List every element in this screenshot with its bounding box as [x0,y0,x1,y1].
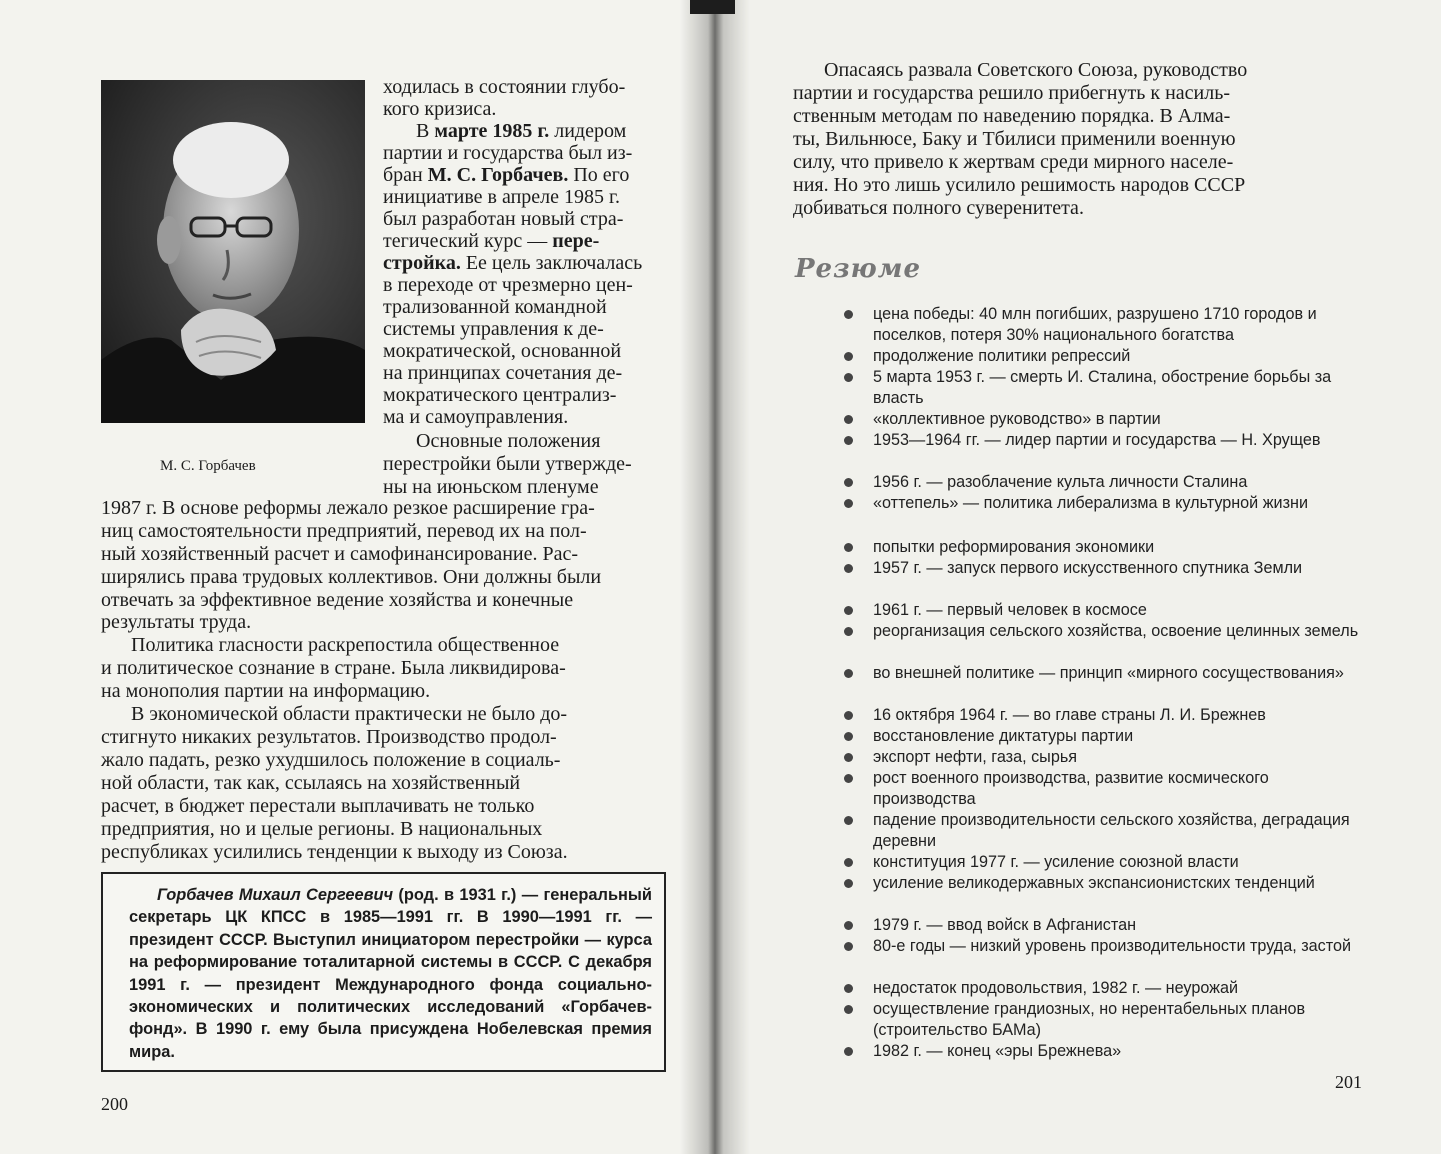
text-line: партии и государства решило прибегнуть к насиль- [793,82,1231,104]
list-item: 1961 г. — первый человек в космосе [844,600,1364,621]
text-line: мократической, основанной [383,340,622,362]
bullet-icon [844,499,853,508]
bullet-icon [844,606,853,615]
bullet-icon [844,753,853,762]
list-item: реорганизация сельского хозяйства, освоение целинных земель [844,621,1364,642]
list-item: рост военного производства, развитие космического производства [844,768,1364,810]
text-line: Политика гласности раскрепостила общественное [131,634,560,656]
bullet-icon [844,816,853,825]
list-item: 1982 г. — конец «эры Брежнева» [844,1041,1364,1062]
text-line: на принципах сочетания де- [383,362,623,384]
text-line: стройка. Ее цель заключалась [383,252,643,274]
bullet-icon [844,1005,853,1014]
text-line: тегический курс — пере- [383,230,600,252]
bullet-icon [844,352,853,361]
text-line: перестройки были утвержде- [383,453,632,475]
text-line: предприятия, но и целые регионы. В национальных [101,818,543,840]
bullet-icon [844,415,853,424]
text-line: ширялись права трудовых коллективов. Они должны были [101,566,602,588]
summary-heading: Резюме [795,254,921,284]
bullet-icon [844,627,853,636]
list-item: падение производительности сельского хозяйства, деградация деревни [844,810,1364,852]
text-line: трализованной командной [383,296,607,318]
text-line: В марте 1985 г. лидером [416,120,627,142]
text-line: системы управления к де- [383,318,604,340]
list-item: продолжение политики репрессий [844,346,1364,367]
list-item: 80-е годы — низкий уровень производительности труда, застой [844,936,1364,957]
text-line: результаты труда. [101,611,252,633]
text-line: ны на июньском пленуме [383,476,599,498]
list-item: 16 октября 1964 г. — во главе страны Л. И. Брежнев [844,705,1364,726]
text-line: силу, что привело к жертвам среди мирного населе- [793,151,1234,173]
bullet-icon [844,478,853,487]
text-line: ный хозяйственный расчет и самофинансирование. Рас- [101,543,579,565]
biography-text: Горбачев Михаил Сергеевич (род. в 1931 г.) — генеральный секретарь ЦК КПСС в 1985—1991 гг. В 1990—1991 гг. — президент СССР. Выступил инициатором перестройки — курса на реформирование тоталитарной системы в СССР. С декабря 1991 г. — президент Международного фонда социально-экономических и политических исследований «Горбачев-фонд». В 1990 г. ему была присуждена Нобелевская премия мира. [129,886,652,1061]
list-item: экспорт нефти, газа, сырья [844,747,1364,768]
text-line: 1987 г. В основе реформы лежало резкое расширение гра- [101,497,595,519]
page-number-right: 201 [1335,1072,1362,1092]
text-line: партии и государства был из- [383,142,633,164]
list-item: «оттепель» — политика либерализма в культурной жизни [844,493,1364,514]
list-item: усиление великодержавных экспансионистских тенденций [844,873,1364,894]
text-line: жало падать, резко ухудшилось положение в социаль- [101,749,561,771]
list-item: осуществление грандиозных, но нерентабельных планов (строительство БАМа) [844,999,1364,1041]
list-item: восстановление диктатуры партии [844,726,1364,747]
text-line: ты, Вильнюсе, Баку и Тбилиси применили военную [793,128,1236,150]
list-item: «коллективное руководство» в партии [844,409,1364,430]
text-line: отвечать за эффективное ведение хозяйства и конечные [101,589,574,611]
bullet-icon [844,310,853,319]
text-line: ния. Но это лишь усилило решимость народов СССР [793,174,1246,196]
list-item: 5 марта 1953 г. — смерть И. Сталина, обострение борьбы за власть [844,367,1364,409]
text-line: В экономической области практически не было до- [131,703,568,725]
text-line: ходилась в состоянии глубо- [383,76,626,98]
text-line: инициативе в апреле 1985 г. [383,186,620,208]
bullet-icon [844,942,853,951]
text-line: ниц самостоятельности предприятий, перевод их на пол- [101,520,587,542]
text-line: в переходе от чрезмерно цен- [383,274,633,296]
text-line: Опасаясь развала Советского Союза, руководство [824,59,1248,81]
left-page [0,0,712,1154]
text-line: ной области, так как, ссылаясь на хозяйственный [101,772,521,794]
list-item: цена победы: 40 млн погибших, разрушено 1710 городов и поселков, потеря 30% национального богатства [844,304,1364,346]
bullet-icon [844,1047,853,1056]
bullet-icon [844,373,853,382]
text-line: и политическое сознание в стране. Была ликвидирова- [101,657,566,679]
text-line: кого кризиса. [383,98,497,120]
bullet-icon [844,711,853,720]
list-item: 1979 г. — ввод войск в Афганистан [844,915,1364,936]
list-item: 1956 г. — разоблачение культа личности Сталина [844,472,1364,493]
bullet-icon [844,436,853,445]
bullet-icon [844,984,853,993]
gorbachev-photo [101,80,365,423]
book-spine-shadow [680,0,750,1154]
text-line: бран М. С. Горбачев. По его [383,164,630,186]
list-item: 1957 г. — запуск первого искусственного спутника Земли [844,558,1364,579]
bullet-icon [844,774,853,783]
bullet-icon [844,564,853,573]
text-line: ма и самоуправления. [383,406,569,428]
text-line: Основные положения [416,430,601,452]
text-line: мократического централиз- [383,384,617,406]
bullet-icon [844,879,853,888]
list-item: недостаток продовольствия, 1982 г. — неурожай [844,978,1364,999]
text-line: на монополия партии на информацию. [101,680,431,702]
text-line: ственным методам по наведению порядка. В Алма- [793,105,1231,127]
list-item: попытки реформирования экономики [844,537,1364,558]
list-item: конституция 1977 г. — усиление союзной власти [844,852,1364,873]
list-item: 1953—1964 гг. — лидер партии и государства — Н. Хрущев [844,430,1364,451]
photo-caption: М. С. Горбачев [160,458,256,474]
text-line: добиваться полного суверенитета. [793,197,1084,219]
bullet-icon [844,858,853,867]
bullet-icon [844,732,853,741]
bullet-icon [844,543,853,552]
list-item: во внешней политике — принцип «мирного сосуществования» [844,663,1364,684]
page-number-left: 200 [101,1094,128,1114]
bullet-icon [844,669,853,678]
text-line: стигнуто никаких результатов. Производство продол- [101,726,557,748]
text-line: был разработан новый стра- [383,208,624,230]
text-line: республиках усилились тенденции к выходу из Союза. [101,841,568,863]
biography-box [101,872,666,1072]
text-line: расчет, в бюджет перестали выплачивать не только [101,795,535,817]
bullet-icon [844,921,853,930]
book-spine-top [690,0,735,14]
